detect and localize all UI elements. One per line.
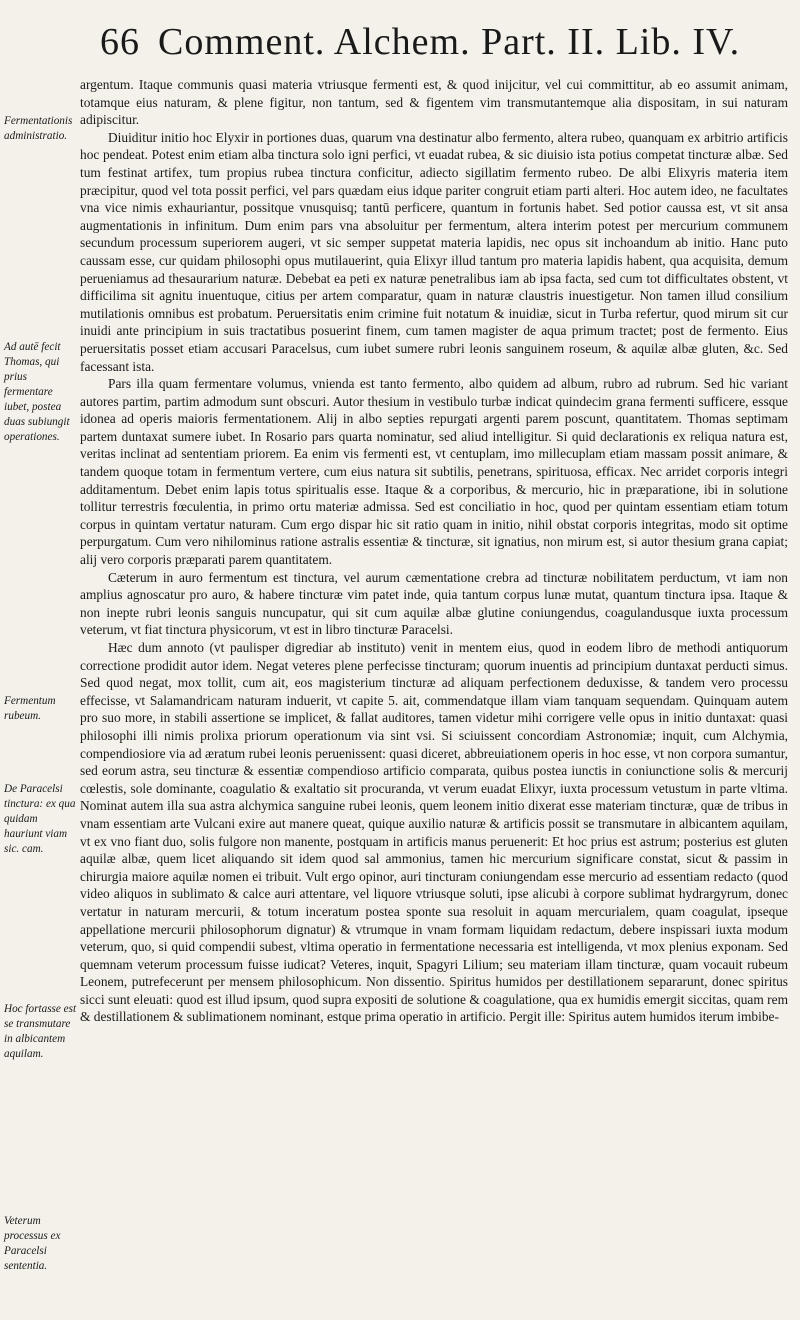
margin-note: Fermentum rubeum. (4, 695, 56, 722)
page-number: 66 (100, 21, 140, 63)
paragraph: Pars illa quam fermentare volumus, vnienda est tanto fermento, albo quidem ad album, rubro ad rubrum. Sed hic variant autores partim, partim admodum sunt obscuri. Autor thesium in vestibulo turbæ indicat quindecim grana fermenti sufficere, essque idonea ad operis maioris fermentationem. Alij in albo septies repurgati argenti parem poscunt, quantitatem. Thomas septimam partem duntaxat sumere iubet. In Rosario pars quarta nominatur, sed aliud intelligitur. Si quid declarationis ex reliqua natura est, veritas inclinat ad sententiam priorem. Ea enim vis fermenti est, vt centuplam, imo millecuplam etiam massam possit animare, & tandem quoque totam in fermentum vertere, cum eius natura sit subtilis, penetrans, spirituosa, efficax. Nec arridet corporis integri additamentum. Debet enim lapis totus spiritualis esse. Itaque & a corporibus, & mercurio, hic in præparatione, ibi in solutione tollitur terrestris fœculentia, in primo ortu materiæ admissa. Sed est conciliatio in hoc, quod per quintam essentiam etiam totum corpus in quintam vertatur naturam. Cum ergo dispar hic sit ratio quam in initio, nihil obstat corporis integritas, modo sit optime perpurgatum. Cum vero nihilominus ratione astralis essentiæ & tincturæ, sit ignatius, non mirum est, si autor thesium grana capiat; alij vero corporis præparati parem quantitatem. (80, 376, 788, 568)
paragraph: Hæc dum annoto (vt paulisper digrediar ab instituto) venit in mentem eius, quod in eodem libro de methodi antiquorum correctione prodidit autor idem. Negat veteres plene perfecisse tincturam; quorum inuentis ad principium duntaxat perducti simus. Sed quod negat, mox tollit, cum ait, eos magisterium tincturæ ad aliquam perfectionem deduxisse, & tandem vero processu effecisse, vt Salamandricam naturam induerit, vt capite 5. ait, commendatque illam viam tanquam sequendam. Quinquam autem pro suo more, in stabili assertione se implicet, & fallat auditores, tamen videtur mihi corrigere velle opus in initio duntaxat: quasi philosophi illi nimis prolixa priorum operationum via sint vsi. Si sciuissent concordiam Astronomiæ; inquit, cum Alchymia, compendiosiore via ad æratum rubei leonis peruenissent: quasi diceret, abbreuiationem operis in hoc esse, vt non corpora sumantur, sed eorum astra, seu tincturæ & essentiæ compendioso artificio comparata, quibus postea iunctis in coniunctione solis & mercurij cœlestis, sole dominante, coagulatio & exaltatio sit procuranda, vt verum euadat Elixyr, iuxta processum vetustum in parte vltima. Nominat autem illa sua astra alchymica sanguine rubei leonis, quem leonem initio dixerat esse materiam tincturæ, quæ de tribus in vnam essentiam arte Vulcani exire aut manere queat, quique auxilio naturæ & artificis possit se transmutare in albicantem aquilam, vt ex vno fiant duo, solis fulgore non manente, postquam in artificis manus peruenerit: Et hoc prius est astrum; posterius est gluten aquilæ albæ, quem licet aliquando sit idem quod sal ammonius, tamen hic mercurium significare constat, sicut & passim in chirurgia maiore aquilæ nomen ei tribuit. Vult ergo opinor, auri tincturam coniungendam esse mercurio ad essentiam redacto (quod video aliquos in sublimato & calce auri attentare, vel liquore vtriusque soluti, ipse alicubi à corpore sublimat hydrargyrum, donec vertatur in naturam mercurii, & totum inceratum postea sponte sua resoluit in aquam mercurialem, quam coagulat, ipseque appellatione mercurii philosophorum dignatur) & vtrumque in vnam formam liquidam redactum, debere inspissari iuxta modum veterum, quo, si quid compendii subest, vltima operatio in fermentatione necessaria est intelligenda, vt mox plenius exponam. Sed quemnam veterum processum fuisse iudicat? Veteres, inquit, Spagyri Lilium; seu materiam illam tincturæ, quam vocauit rubeum Leonem, putrefecerunt per mensem philosophicum. Non dissentio. Spiritus humidos per destillationem separarunt, donec spiritus sicci sunt eleuati: quod est illud ipsum, quod supra expositi de solutione & coagulatione, qua ex humidis emergit siccitas, quam rem & destillationem & sublimationem nominant, estque prima operatio in artificio. Pergit ille: Spiritus autem humidos iterum imbibe- (80, 640, 788, 1025)
paragraph: Diuiditur initio hoc Elyxir in portiones duas, quarum vna destinatur albo fermento, altera rubeo, quanquam ex arbitrio artificis hoc pendeat. Potest enim etiam alba tinctura solo igni perfici, vt euadat rubea, & sic diuisio ista potius competat tincturæ albæ. Sed tum festinat artifex, tum propius rubea tinctura conficitur, adiecto sigillatim fermento rubeo. De albi Elixyris materia item præcipitur, quod vel tota possit perfici, vel pars quædam eius idque pariter congruit etiam parti alteri. Hoc autem ideo, ne facultates vna vice nimis exhauriantur, possitque vnusquisq; tantū perficere, quantum in fortunis habet. Sed potior caussa est, vt sit ansa augmentationis in infinitum. Dum enim pars vna absoluitur per fermentum, altera interim potest per mercurium communem secundum processum superiorem augeri, vt sic semper suppetat materia lapidis, nec opus sit inchoandum ab initio. Hanc puto caussam esse, cur quidam philosophi opus mutilauerint, quia Elixyr illud tantum pro materia lapidis habent, qua acquisita, demum perueniamus ad thesaurarium naturæ. Debebat ea peti ex naturæ penetralibus iam ab ipsa facta, sed cum tot difficultates obstent, vt difficilima sit agnitu inuentuque, citius per artem comparatur, quam in naturæ claustris inuestigetur. Non tamen illud consilium mutilationis omnibus est probatum. Peruersitatis enim crimine fuit notatum & inuidiæ, sicut in Turba refertur, quod mirum sit cur inuidi ante principium in suis tractatibus posuerint finem, cum tamen magister de aqua primum tractet; post de fermento. Eius peruersitatis posset etiam accusari Paracelsus, cum iubet sumere rubri leonis sanguinem roseum, & aquilæ albæ gluten, &c. Sed facessant ista. (80, 129, 788, 374)
page-header (100, 20, 790, 76)
body-text (80, 76, 788, 1316)
paragraph: Cæterum in auro fermentum est tinctura, vel aurum cæmentatione crebra ad tincturæ nobilitatem perductum, vt iam non amplius agnoscatur pro auro, & habere tincturæ vim patet inde, quia tantum corpus lunæ mutat, quantum tinctura ipsa. Itaque & non inepte rubri leonis sanguis nuncupatur, qui sit cum aquilæ albæ glutine coniungendus, coagulandusque iuxta processum veterum, vt fiat tinctura physicorum, vt est in libro tincturæ Paracelsi. (80, 569, 788, 638)
margin-note: Hoc fortasse est se transmutare in albicantem aquilam. (4, 1003, 77, 1060)
margin-note: Veterum processus ex Paracelsi sententia. (4, 1215, 61, 1272)
margin-note: De Paracelsi tinctura: ex qua quidam hauriunt viam sic. cam. (4, 783, 76, 855)
paragraph: argentum. Itaque communis quasi materia vtriusque fermenti est, & quod inijcitur, vel cui committitur, ab eo assumit animam, totamque eius naturam, & plene figitur, non tantum, sed & figentem vim transmutantemque alia dispositam, in sui naturam adipiscitur. (80, 77, 788, 128)
margin-note: Ad autē fecit Thomas, qui prius fermentare iubet, postea duas subiungit operationes. (4, 341, 70, 443)
margin-note: Fermentationis administratio. (4, 115, 73, 142)
running-title: Comment. Alchem. Part. II. Lib. IV. (158, 21, 741, 63)
margin-notes (4, 0, 78, 1320)
